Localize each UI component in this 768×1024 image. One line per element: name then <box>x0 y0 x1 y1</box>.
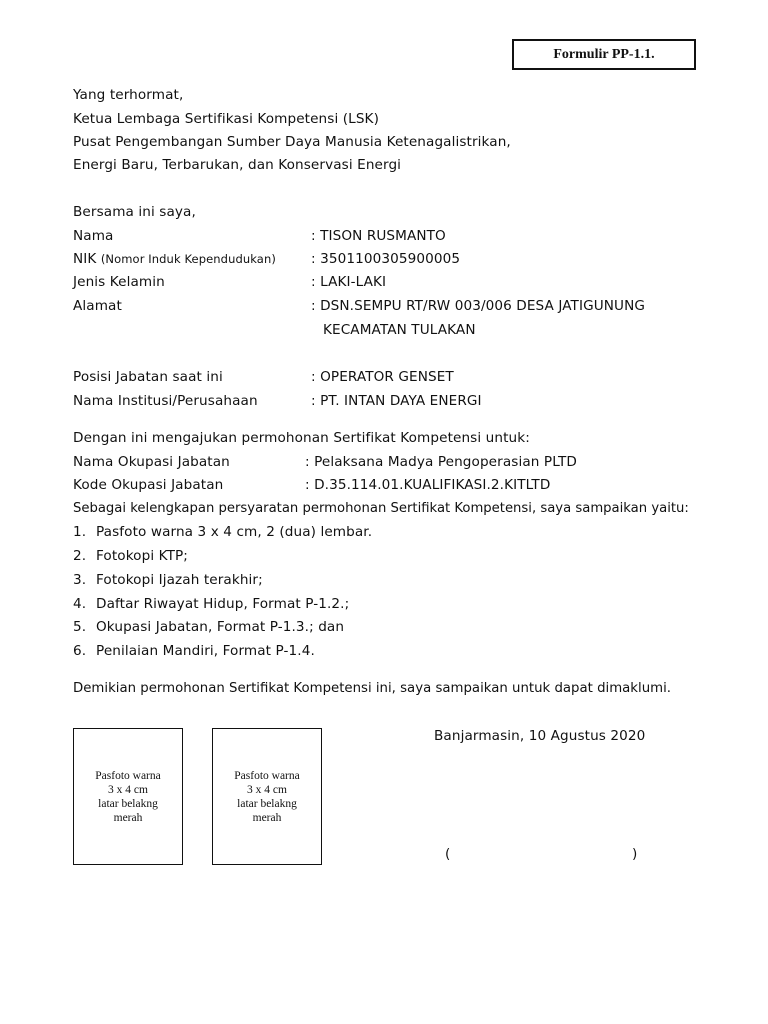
requirements-intro: Sebagai kelengkapan persyaratan permohonan Sertifikat Kompetensi, saya sampaikan yaitu: <box>73 501 689 516</box>
alamat-label: Alamat <box>73 298 122 314</box>
requirement-num: 4. <box>73 596 87 612</box>
closing-text: Demikian permohonan Sertifikat Kompetensi ini, saya sampaikan untuk dapat dimaklumi. <box>73 681 672 696</box>
jenis-kelamin-label: Jenis Kelamin <box>73 274 165 290</box>
request-intro: Dengan ini mengajukan permohonan Sertifikat Kompetensi untuk: <box>73 430 530 446</box>
okupasi-kode-value: : D.35.114.01.KUALIFIKASI.2.KITLTD <box>305 477 551 493</box>
nik-value: : 3501100305900005 <box>311 251 461 267</box>
form-code-box <box>512 39 696 70</box>
nik-label-sub: (Nomor Induk Kependudukan) <box>100 252 276 266</box>
nama-value: : TISON RUSMANTO <box>311 228 446 244</box>
okupasi-nama-value: : Pelaksana Madya Pengoperasian PLTD <box>305 454 577 470</box>
okupasi-kode-label: Kode Okupasi Jabatan <box>73 477 224 493</box>
address-line-1: Yang terhormat, <box>73 87 184 103</box>
place-date: Banjarmasin, 10 Agustus 2020 <box>434 728 646 744</box>
posisi-label: Posisi Jabatan saat ini <box>73 369 223 385</box>
alamat-value-1: : DSN.SEMPU RT/RW 003/006 DESA JATIGUNUNG <box>311 298 645 314</box>
jenis-kelamin-value: : LAKI-LAKI <box>311 274 387 290</box>
requirement-num: 3. <box>73 572 87 588</box>
signature-open-paren: ( <box>445 846 451 862</box>
photo-placeholder-1 <box>73 728 183 865</box>
requirement-num: 6. <box>73 643 87 659</box>
okupasi-nama-label: Nama Okupasi Jabatan <box>73 454 230 470</box>
requirement-num: 5. <box>73 619 87 635</box>
requirement-num: 1. <box>73 524 87 540</box>
photo-caption: Pasfoto warna 3 x 4 cm latar belakng merah <box>234 770 300 824</box>
form-code: Formulir PP-1.1. <box>553 46 655 62</box>
requirement-text: Fotokopi KTP; <box>96 548 188 564</box>
address-line-4: Energi Baru, Terbarukan, dan Konservasi Energi <box>73 157 402 173</box>
posisi-value: : OPERATOR GENSET <box>311 369 454 385</box>
nama-label: Nama <box>73 228 114 244</box>
requirement-text: Pasfoto warna 3 x 4 cm, 2 (dua) lembar. <box>96 524 373 540</box>
photo-caption: Pasfoto warna 3 x 4 cm latar belakng merah <box>95 770 161 824</box>
institusi-label: Nama Institusi/Perusahaan <box>73 393 258 409</box>
address-line-2: Ketua Lembaga Sertifikasi Kompetensi (LSK) <box>73 111 379 127</box>
requirement-text: Penilaian Mandiri, Format P-1.4. <box>96 643 315 659</box>
address-line-3: Pusat Pengembangan Sumber Daya Manusia Ketenagalistrikan, <box>73 134 511 150</box>
alamat-value-2: KECAMATAN TULAKAN <box>323 322 476 338</box>
requirement-text: Okupasi Jabatan, Format P-1.3.; dan <box>96 619 345 635</box>
requirement-text: Daftar Riwayat Hidup, Format P-1.2.; <box>96 596 350 612</box>
signature-close-paren: ) <box>632 846 638 862</box>
requirement-num: 2. <box>73 548 87 564</box>
nik-label <box>73 250 276 268</box>
nik-label-main: NIK <box>73 251 97 267</box>
photo-placeholder-2 <box>212 728 322 865</box>
institusi-value: : PT. INTAN DAYA ENERGI <box>311 393 482 409</box>
requirement-text: Fotokopi Ijazah terakhir; <box>96 572 263 588</box>
intro-text: Bersama ini saya, <box>73 204 196 220</box>
